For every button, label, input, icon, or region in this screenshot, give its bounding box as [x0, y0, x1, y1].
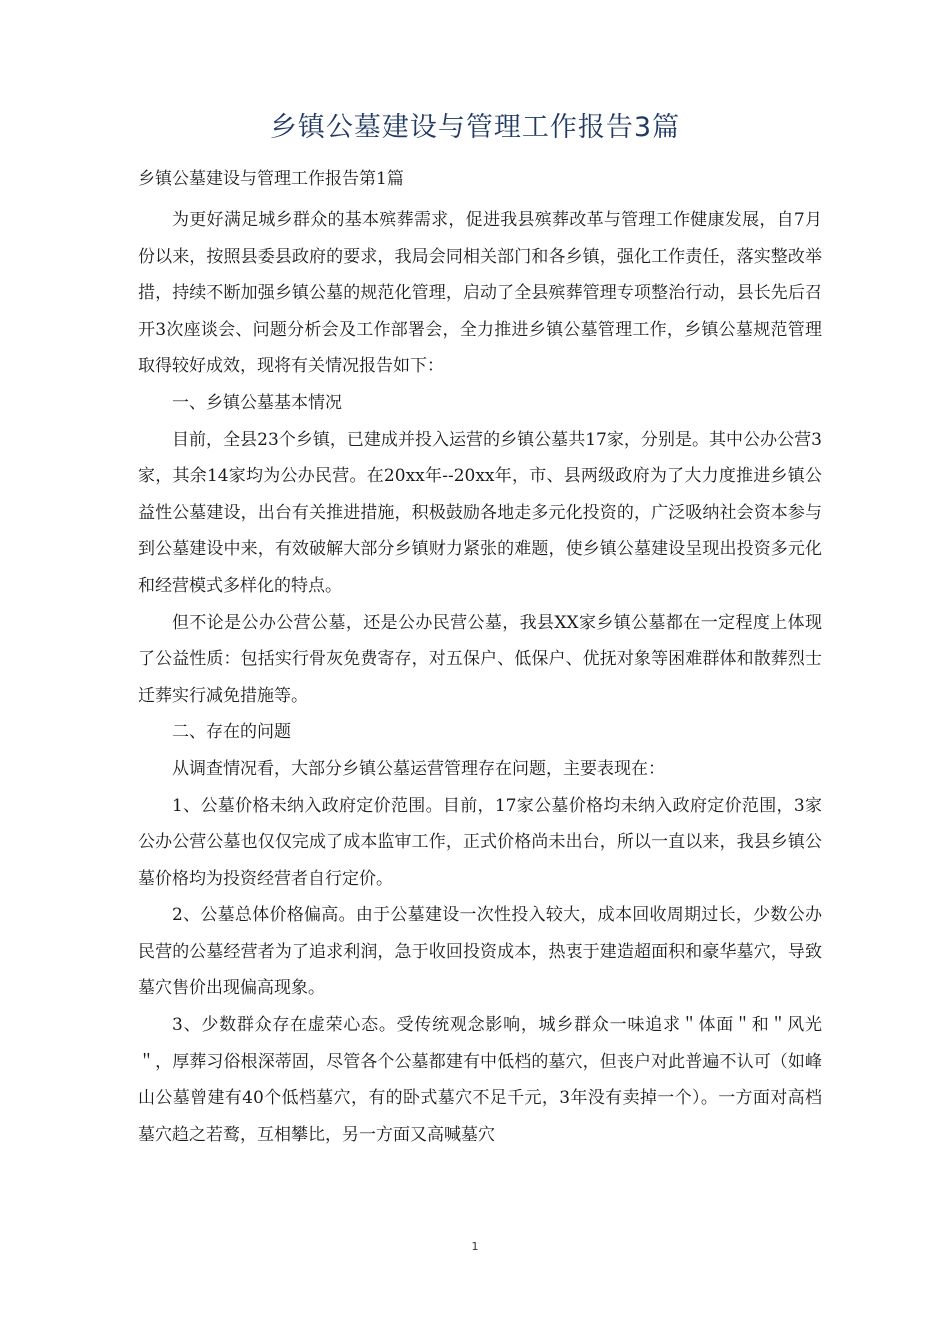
paragraph-issue-1: 1、公墓价格未纳入政府定价范围。目前，17家公墓价格均未纳入政府定价范围，3家公办公营公墓也仅仅完成了成本监审工作，正式价格尚未出台，所以一直以来，我县乡镇公墓价格均为投资经营者自行定价。	[138, 795, 822, 889]
paragraph-issue-3: 3、少数群众存在虚荣心态。受传统观念影响，城乡群众一味追求＂体面＂和＂风光＂，厚葬习俗根深蒂固，尽管各个公墓都建有中低档的墓穴，但丧户对此普遍不认可（如峰山公墓曾建有40个低档墓穴，有的卧式墓穴不足千元，3年没有卖掉一个）。一方面对高档墓穴趋之若鹜，互相攀比，另一方面又高喊墓穴	[138, 1015, 822, 1145]
paragraph-basic-situation: 目前，全县23个乡镇，已建成并投入运营的乡镇公墓共17家，分别是。其中公办公营3家，其余14家均为公办民营。在20xx年--20xx年，市、县两级政府为了大力度推进乡镇公益性公墓建设，出台有关推进措施，积极鼓励各地走多元化投资的，广泛吸纳社会资本参与到公墓建设中来，有效破解大部分乡镇财力紧张的难题，使乡镇公墓建设呈现出投资多元化和经营模式多样化的特点。	[138, 429, 822, 596]
section-heading-2: 二、存在的问题	[172, 722, 291, 743]
paragraph-issue-2: 2、公墓总体价格偏高。由于公墓建设一次性投入较大，成本回收周期过长，少数公办民营的公墓经营者为了追求利润，急于收回投资成本，热衷于建造超面积和豪华墓穴，导致墓穴售价出现偏高现象。	[138, 905, 822, 999]
paragraph-public-welfare: 但不论是公办公营公墓，还是公办民营公墓，我县XX家乡镇公墓都在一定程度上体现了公益性质：包括实行骨灰免费寄存，对五保户、低保户、优抚对象等困难群体和散葬烈士迁葬实行减免措施等。	[138, 612, 822, 706]
paragraph-survey-intro: 从调查情况看，大部分乡镇公墓运营管理存在问题，主要表现在：	[172, 758, 665, 779]
document-subtitle: 乡镇公墓建设与管理工作报告第1篇	[138, 169, 404, 189]
page-number: 1	[471, 1240, 479, 1253]
document-body	[138, 202, 822, 1153]
paragraph-intro: 为更好满足城乡群众的基本殡葬需求，促进我县殡葬改革与管理工作健康发展，自7月份以来，按照县委县政府的要求，我局会同相关部门和各乡镇，强化工作责任，落实整改举措，持续不断加强乡镇公墓的规范化管理，启动了全县殡葬管理专项整治行动，县长先后召开3次座谈会、问题分析会及工作部署会，全力推进乡镇公墓管理工作，乡镇公墓规范管理取得较好成效，现将有关情况报告如下：	[138, 210, 822, 377]
document-title: 乡镇公墓建设与管理工作报告3篇	[269, 112, 681, 143]
section-heading-1: 一、乡镇公墓基本情况	[172, 392, 342, 413]
